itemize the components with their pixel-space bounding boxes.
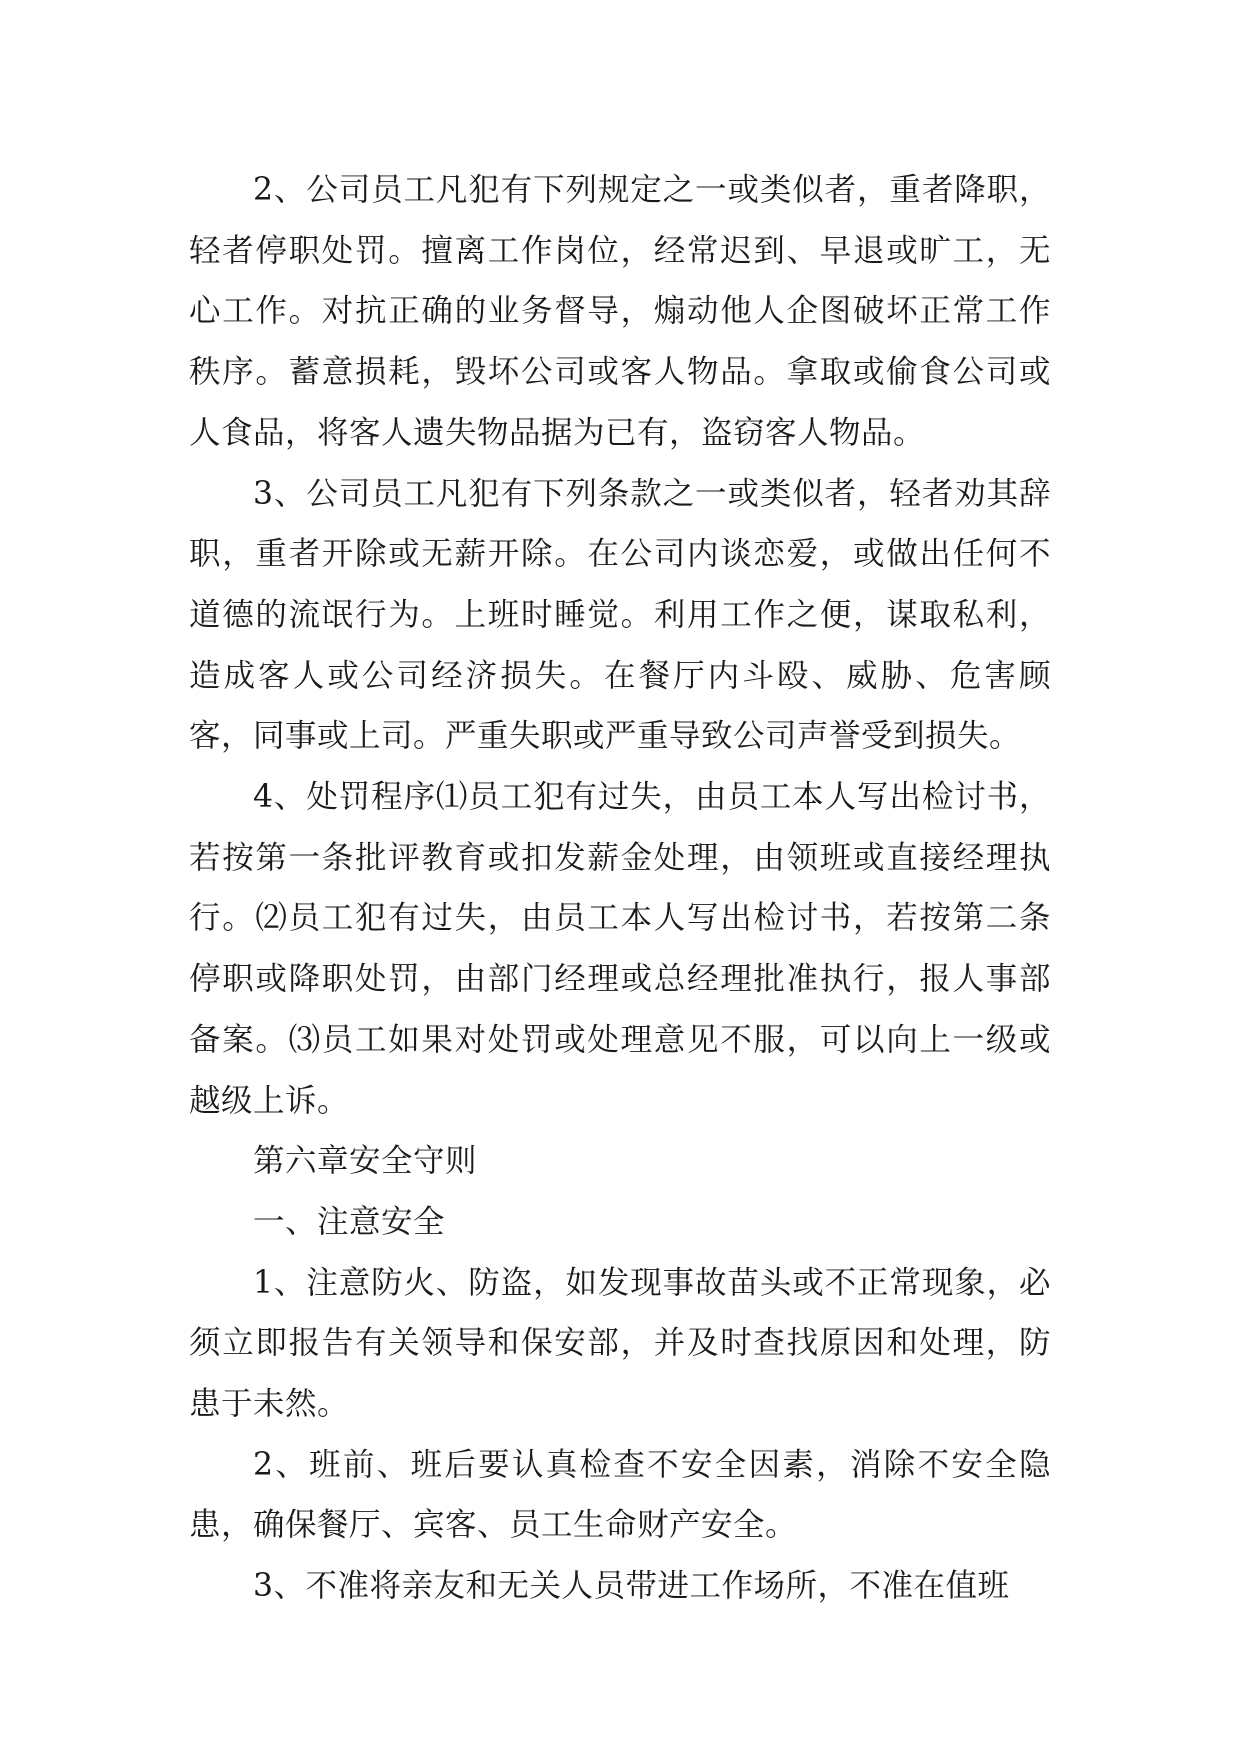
paragraph-rule-3: 3、公司员工凡犯有下列条款之一或类似者，轻者劝其辞职，重者开除或无薪开除。在公司内谈恋爱，或做出任何不道德的流氓行为。上班时睡觉。利用工作之便，谋取私利，造成客人或公司经济损失。在餐厅内斗殴、威胁、危害顾客，同事或上司。严重失职或严重导致公司声誉受到损失。 [189, 475, 1051, 755]
document-body [189, 160, 1051, 1617]
paragraph-safety-3: 3、不准将亲友和无关人员带进工作场所，不准在值班 [253, 1568, 1010, 1605]
paragraph-rule-2: 2、公司员工凡犯有下列规定之一或类似者，重者降职，轻者停职处罚。擅离工作岗位，经常迟到、早退或旷工，无心工作。对抗正确的业务督导，煽动他人企图破坏正常工作秩序。蓄意损耗，毁坏公司或客人物品。拿取或偷食公司或人食品，将客人遗失物品据为已有，盗窃客人物品。 [189, 172, 1051, 451]
section-heading: 一、注意安全 [253, 1203, 446, 1240]
paragraph-safety-1: 1、注意防火、防盗，如发现事故苗头或不正常现象，必须立即报告有关领导和保安部，并及时查找原因和处理，防患于未然。 [189, 1264, 1051, 1423]
paragraph-safety-2: 2、班前、班后要认真检查不安全因素，消除不安全隐患，确保餐厅、宾客、员工生命财产安全。 [189, 1446, 1051, 1544]
chapter-heading: 第六章安全守则 [253, 1143, 478, 1180]
paragraph-penalty-procedure: 4、处罚程序⑴员工犯有过失，由员工本人写出检讨书，若按第一条批评教育或扣发薪金处理，由领班或直接经理执行。⑵员工犯有过失，由员工本人写出检讨书，若按第二条停职或降职处罚，由部门经理或总经理批准执行，报人事部备案。⑶员工如果对处罚或处理意见不服，可以向上一级或越级上诉。 [189, 779, 1051, 1119]
